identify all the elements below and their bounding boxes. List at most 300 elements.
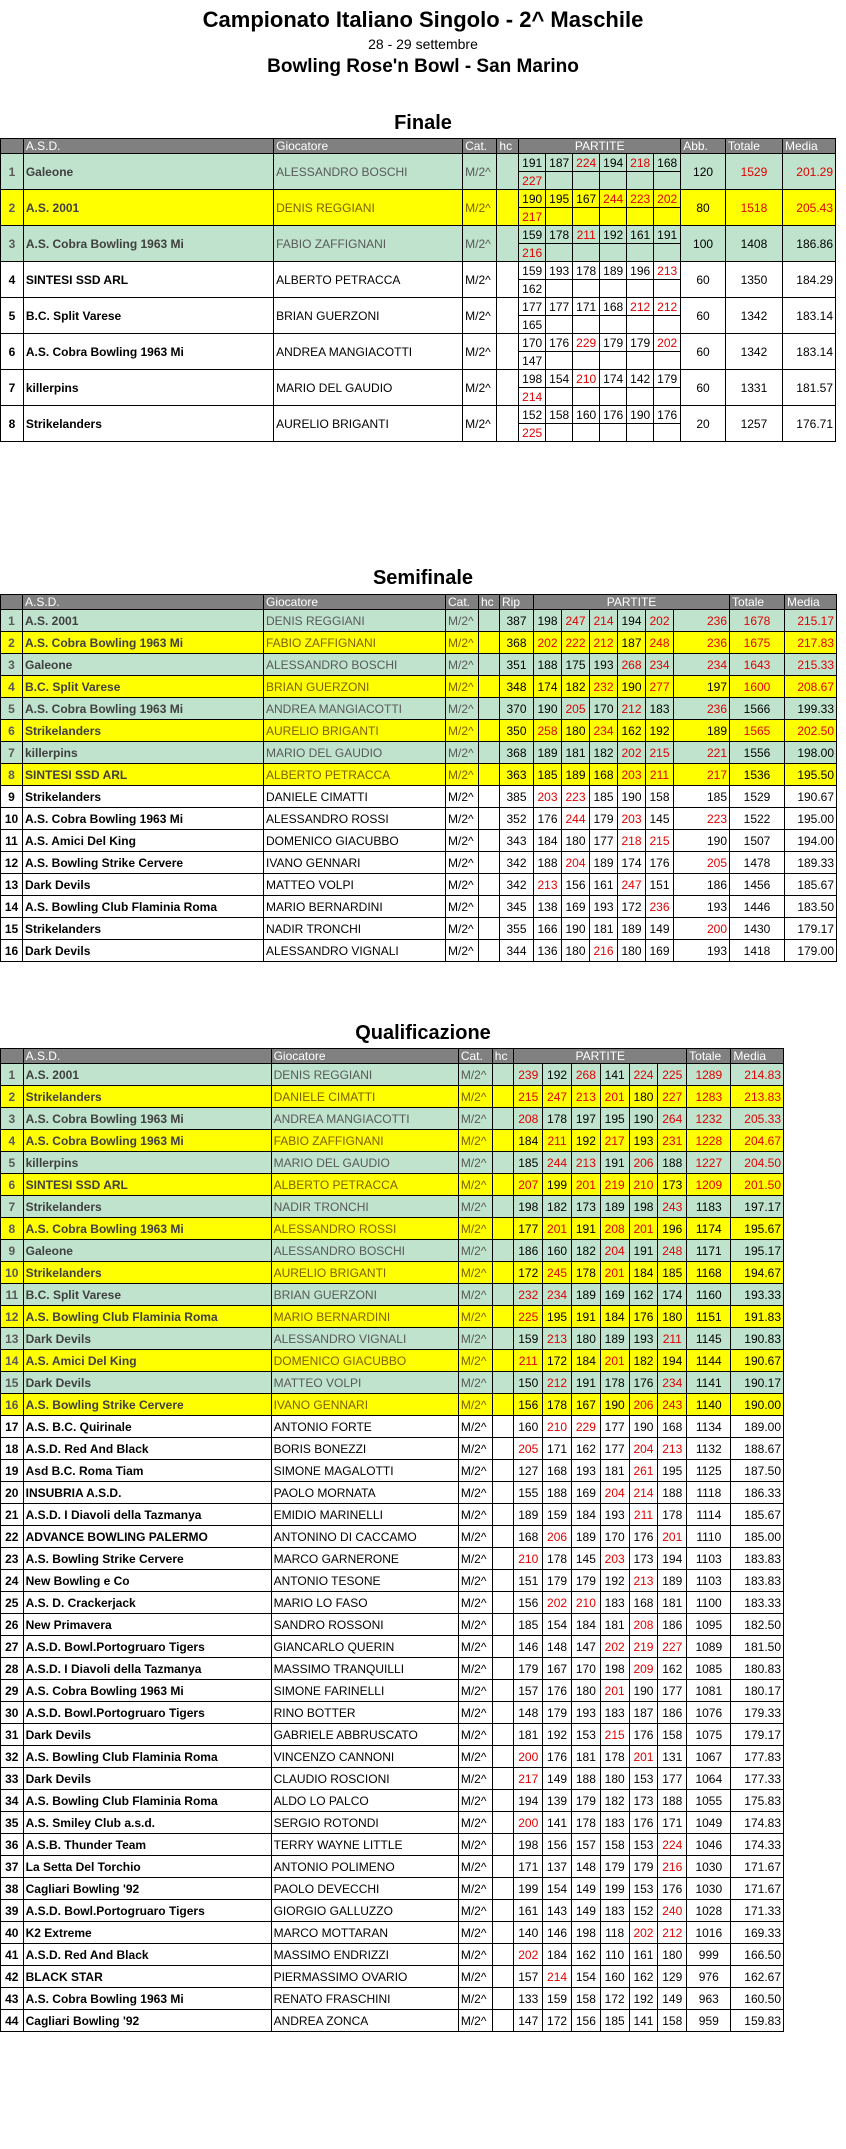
qualificazione-row xyxy=(1,1592,784,1614)
average-cell: 190.17 xyxy=(731,1372,784,1394)
qualificazione-row xyxy=(1,1460,784,1482)
game-score-cell: 236 xyxy=(674,610,730,632)
game-score-cell: 236 xyxy=(674,698,730,720)
club-cell: A.S. Bowling Strike Cervere xyxy=(23,1394,271,1416)
qualificazione-row xyxy=(1,1108,784,1130)
player-cell: SERGIO ROTONDI xyxy=(271,1812,458,1834)
qualificazione-row xyxy=(1,1130,784,1152)
game-score-cell: 190 xyxy=(618,786,646,808)
rank-cell: 39 xyxy=(1,1900,24,1922)
game-score-cell: 212 xyxy=(543,1372,572,1394)
game-score-cell: 169 xyxy=(646,940,674,962)
game-score-cell: 176 xyxy=(629,1724,658,1746)
game-score-cell: 189 xyxy=(600,1196,629,1218)
game-score-cell: 171 xyxy=(573,298,600,316)
abb-cell: 80 xyxy=(681,190,726,226)
club-cell: A.S.D. Red And Black xyxy=(23,1438,271,1460)
qualificazione-row xyxy=(1,1658,784,1680)
game-score-cell: 173 xyxy=(629,1790,658,1812)
game-score-cell: 227 xyxy=(519,172,546,190)
game-score-cell: 148 xyxy=(571,1856,600,1878)
club-cell: Strikelanders xyxy=(23,1262,271,1284)
club-cell: Strikelanders xyxy=(23,786,264,808)
game-score-cell: 157 xyxy=(514,1966,543,1988)
empty-cell xyxy=(600,280,627,298)
category-cell: M/2^ xyxy=(446,940,479,962)
game-score-cell: 110 xyxy=(600,1944,629,1966)
hc-cell xyxy=(479,720,500,742)
game-score-cell: 173 xyxy=(571,1196,600,1218)
average-cell: 193.33 xyxy=(731,1284,784,1306)
rank-cell: 15 xyxy=(1,1372,24,1394)
empty-cell xyxy=(573,172,600,190)
game-score-cell: 210 xyxy=(514,1548,543,1570)
hc-cell xyxy=(492,1218,514,1240)
player-cell: RINO BOTTER xyxy=(271,1702,458,1724)
game-score-cell: 185 xyxy=(514,1614,543,1636)
game-score-cell: 141 xyxy=(543,1812,572,1834)
empty-cell xyxy=(573,244,600,262)
category-cell: M/2^ xyxy=(458,1702,492,1724)
total-cell: 1446 xyxy=(730,896,785,918)
game-score-cell: 198 xyxy=(600,1658,629,1680)
qualificazione-row xyxy=(1,1504,784,1526)
hc-cell xyxy=(492,1350,514,1372)
semifinale-row xyxy=(1,632,837,654)
game-score-cell: 174 xyxy=(658,1284,687,1306)
club-cell: Dark Devils xyxy=(23,1768,271,1790)
hc-cell xyxy=(492,1856,514,1878)
category-cell: M/2^ xyxy=(458,1614,492,1636)
game-score-cell: 156 xyxy=(543,1834,572,1856)
rank-cell: 4 xyxy=(1,262,24,298)
empty-cell xyxy=(627,172,654,190)
rip-cell: 368 xyxy=(500,632,534,654)
abb-cell: 60 xyxy=(681,298,726,334)
game-score-cell: 212 xyxy=(654,298,681,316)
club-cell: ADVANCE BOWLING PALERMO xyxy=(23,1526,271,1548)
rank-cell: 8 xyxy=(1,406,24,442)
game-score-cell: 131 xyxy=(658,1746,687,1768)
game-score-cell: 201 xyxy=(658,1526,687,1548)
total-cell: 1518 xyxy=(725,190,782,226)
game-score-cell: 203 xyxy=(618,764,646,786)
game-score-cell: 217 xyxy=(514,1768,543,1790)
game-score-cell: 170 xyxy=(600,1526,629,1548)
player-cell: PAOLO MORNATA xyxy=(271,1482,458,1504)
club-cell: Dark Devils xyxy=(23,940,264,962)
player-cell: ANTONINO DI CACCAMO xyxy=(271,1526,458,1548)
game-score-cell: 171 xyxy=(543,1438,572,1460)
club-cell: Cagliari Bowling '92 xyxy=(23,2010,271,2032)
player-cell: ALESSANDRO ROSSI xyxy=(271,1218,458,1240)
empty-cell xyxy=(654,208,681,226)
game-score-cell: 205 xyxy=(674,852,730,874)
club-cell: A.S. Cobra Bowling 1963 Mi xyxy=(23,1680,271,1702)
game-score-cell: 190 xyxy=(629,1108,658,1130)
club-cell: Cagliari Bowling '92 xyxy=(23,1878,271,1900)
category-cell: M/2^ xyxy=(446,654,479,676)
game-score-cell: 268 xyxy=(618,654,646,676)
game-score-cell: 200 xyxy=(674,918,730,940)
player-cell: DANIELE CIMATTI xyxy=(264,786,446,808)
rip-cell: 351 xyxy=(500,654,534,676)
total-cell: 1141 xyxy=(687,1372,731,1394)
empty-cell xyxy=(573,424,600,442)
game-score-cell: 166 xyxy=(534,918,562,940)
game-score-cell: 191 xyxy=(629,1240,658,1262)
game-score-cell: 201 xyxy=(543,1218,572,1240)
qualificazione-header-club: A.S.D. xyxy=(23,1049,271,1064)
game-score-cell: 170 xyxy=(519,334,546,352)
game-score-cell: 141 xyxy=(600,1064,629,1086)
game-score-cell: 227 xyxy=(658,1086,687,1108)
game-score-cell: 189 xyxy=(514,1504,543,1526)
rank-cell: 4 xyxy=(1,676,23,698)
game-score-cell: 212 xyxy=(627,298,654,316)
game-score-cell: 201 xyxy=(600,1262,629,1284)
rank-cell: 5 xyxy=(1,1152,24,1174)
game-score-cell: 158 xyxy=(546,406,573,424)
game-score-cell: 193 xyxy=(674,940,730,962)
semifinale-header-club: A.S.D. xyxy=(23,595,264,610)
total-cell: 1125 xyxy=(687,1460,731,1482)
average-cell: 201.29 xyxy=(782,154,835,190)
game-score-cell: 154 xyxy=(543,1614,572,1636)
game-score-cell: 195 xyxy=(546,190,573,208)
average-cell: 195.50 xyxy=(785,764,837,786)
game-score-cell: 185 xyxy=(590,786,618,808)
club-cell: BLACK STAR xyxy=(23,1966,271,1988)
category-cell: M/2^ xyxy=(446,896,479,918)
game-score-cell: 190 xyxy=(627,406,654,424)
total-cell: 1228 xyxy=(687,1130,731,1152)
average-cell: 183.14 xyxy=(782,298,835,334)
hc-cell xyxy=(492,1746,514,1768)
game-score-cell: 179 xyxy=(514,1658,543,1680)
game-score-cell: 188 xyxy=(543,1482,572,1504)
game-score-cell: 229 xyxy=(571,1416,600,1438)
total-cell: 1675 xyxy=(730,632,785,654)
total-cell: 1151 xyxy=(687,1306,731,1328)
game-score-cell: 217 xyxy=(674,764,730,786)
game-score-cell: 195 xyxy=(658,1460,687,1482)
game-score-cell: 179 xyxy=(543,1702,572,1724)
game-score-cell: 243 xyxy=(658,1196,687,1218)
game-score-cell: 211 xyxy=(629,1504,658,1526)
game-score-cell: 190 xyxy=(562,918,590,940)
game-score-cell: 158 xyxy=(658,1724,687,1746)
hc-cell xyxy=(492,1438,514,1460)
game-score-cell: 218 xyxy=(618,830,646,852)
rank-cell: 21 xyxy=(1,1504,24,1526)
empty-cell xyxy=(600,352,627,370)
empty-cell xyxy=(654,172,681,190)
empty-cell xyxy=(573,208,600,226)
average-cell: 171.67 xyxy=(731,1878,784,1900)
game-score-cell: 167 xyxy=(573,190,600,208)
category-cell: M/2^ xyxy=(458,1306,492,1328)
club-cell: killerpins xyxy=(23,370,273,406)
game-score-cell: 261 xyxy=(629,1460,658,1482)
game-score-cell: 214 xyxy=(519,388,546,406)
club-cell: Strikelanders xyxy=(23,918,264,940)
game-score-cell: 147 xyxy=(571,1636,600,1658)
total-cell: 1342 xyxy=(725,298,782,334)
hc-cell xyxy=(479,764,500,786)
club-cell: B.C. Split Varese xyxy=(23,1284,271,1306)
total-cell: 1174 xyxy=(687,1218,731,1240)
semifinale-table xyxy=(0,594,837,962)
average-cell: 208.67 xyxy=(785,676,837,698)
total-cell: 1118 xyxy=(687,1482,731,1504)
player-cell: GIORGIO GALLUZZO xyxy=(271,1900,458,1922)
finale-header-abb: Abb. xyxy=(681,139,726,154)
player-cell: IVANO GENNARI xyxy=(271,1394,458,1416)
game-score-cell: 234 xyxy=(646,654,674,676)
game-score-cell: 193 xyxy=(571,1460,600,1482)
average-cell: 202.50 xyxy=(785,720,837,742)
game-score-cell: 234 xyxy=(674,654,730,676)
game-score-cell: 239 xyxy=(514,1064,543,1086)
hc-cell xyxy=(497,298,519,334)
rip-cell: 350 xyxy=(500,720,534,742)
club-cell: A.S. Bowling Strike Cervere xyxy=(23,1548,271,1570)
average-cell: 195.67 xyxy=(731,1218,784,1240)
hc-cell xyxy=(479,830,500,852)
game-score-cell: 204 xyxy=(600,1240,629,1262)
category-cell: M/2^ xyxy=(458,1152,492,1174)
game-score-cell: 158 xyxy=(600,1834,629,1856)
game-score-cell: 221 xyxy=(674,742,730,764)
game-score-cell: 215 xyxy=(646,742,674,764)
game-score-cell: 214 xyxy=(543,1966,572,1988)
hc-cell xyxy=(479,852,500,874)
semifinale-header-games: PARTITE xyxy=(534,595,730,610)
category-cell: M/2^ xyxy=(458,1350,492,1372)
total-cell: 1076 xyxy=(687,1702,731,1724)
hc-cell xyxy=(492,1372,514,1394)
semifinale-row xyxy=(1,742,837,764)
game-score-cell: 198 xyxy=(514,1834,543,1856)
game-score-cell: 190 xyxy=(519,190,546,208)
average-cell: 174.83 xyxy=(731,1812,784,1834)
game-score-cell: 160 xyxy=(600,1966,629,1988)
game-score-cell: 196 xyxy=(658,1218,687,1240)
qualificazione-header-total: Totale xyxy=(687,1049,731,1064)
game-score-cell: 152 xyxy=(629,1900,658,1922)
category-cell: M/2^ xyxy=(446,764,479,786)
player-cell: MASSIMO TRANQUILLI xyxy=(271,1658,458,1680)
game-score-cell: 225 xyxy=(658,1064,687,1086)
game-score-cell: 183 xyxy=(600,1592,629,1614)
game-score-cell: 208 xyxy=(629,1614,658,1636)
game-score-cell: 213 xyxy=(534,874,562,896)
game-score-cell: 201 xyxy=(629,1218,658,1240)
game-score-cell: 184 xyxy=(571,1614,600,1636)
category-cell: M/2^ xyxy=(458,2010,492,2032)
category-cell: M/2^ xyxy=(458,1812,492,1834)
rank-cell: 44 xyxy=(1,2010,24,2032)
game-score-cell: 145 xyxy=(571,1548,600,1570)
game-score-cell: 170 xyxy=(571,1658,600,1680)
empty-cell xyxy=(546,280,573,298)
total-cell: 1171 xyxy=(687,1240,731,1262)
hc-cell xyxy=(492,1878,514,1900)
hc-cell xyxy=(492,1328,514,1350)
game-score-cell: 236 xyxy=(674,632,730,654)
semifinale-header-hc: hc xyxy=(479,595,500,610)
rank-cell: 10 xyxy=(1,1262,24,1284)
rank-cell: 14 xyxy=(1,1350,24,1372)
qualificazione-row xyxy=(1,1284,784,1306)
game-score-cell: 240 xyxy=(658,1900,687,1922)
game-score-cell: 189 xyxy=(534,742,562,764)
game-score-cell: 205 xyxy=(514,1438,543,1460)
game-score-cell: 191 xyxy=(571,1218,600,1240)
hc-cell xyxy=(497,226,519,262)
rank-cell: 9 xyxy=(1,1240,24,1262)
game-score-cell: 190 xyxy=(674,830,730,852)
category-cell: M/2^ xyxy=(458,1724,492,1746)
game-score-cell: 176 xyxy=(646,852,674,874)
qualificazione-header-avg: Media xyxy=(731,1049,784,1064)
game-score-cell: 159 xyxy=(519,226,546,244)
qualificazione-row xyxy=(1,1768,784,1790)
game-score-cell: 210 xyxy=(629,1174,658,1196)
game-score-cell: 152 xyxy=(519,406,546,424)
game-score-cell: 192 xyxy=(600,226,627,244)
player-cell: RENATO FRASCHINI xyxy=(271,1988,458,2010)
semifinale-row xyxy=(1,830,837,852)
game-score-cell: 143 xyxy=(543,1900,572,1922)
game-score-cell: 208 xyxy=(600,1218,629,1240)
game-score-cell: 165 xyxy=(519,316,546,334)
average-cell: 183.50 xyxy=(785,896,837,918)
game-score-cell: 198 xyxy=(534,610,562,632)
category-cell: M/2^ xyxy=(458,1174,492,1196)
player-cell: CLAUDIO ROSCIONI xyxy=(271,1768,458,1790)
game-score-cell: 160 xyxy=(543,1240,572,1262)
category-cell: M/2^ xyxy=(458,1504,492,1526)
game-score-cell: 178 xyxy=(546,226,573,244)
game-score-cell: 156 xyxy=(514,1394,543,1416)
finale-header-total: Totale xyxy=(725,139,782,154)
player-cell: BRIAN GUERZONI xyxy=(271,1284,458,1306)
club-cell: INSUBRIA A.S.D. xyxy=(23,1482,271,1504)
finale-row xyxy=(1,334,836,352)
player-cell: FABIO ZAFFIGNANI xyxy=(274,226,463,262)
game-score-cell: 243 xyxy=(658,1394,687,1416)
finale-table xyxy=(0,138,836,442)
rip-cell: 352 xyxy=(500,808,534,830)
semifinale-title: Semifinale xyxy=(372,567,474,589)
game-score-cell: 176 xyxy=(543,1680,572,1702)
finale-header-player: Giocatore xyxy=(274,139,463,154)
total-cell: 1566 xyxy=(730,698,785,720)
finale-row xyxy=(1,226,836,244)
game-score-cell: 157 xyxy=(571,1834,600,1856)
game-score-cell: 149 xyxy=(571,1900,600,1922)
game-score-cell: 190 xyxy=(629,1416,658,1438)
club-cell: K2 Extreme xyxy=(23,1922,271,1944)
hc-cell xyxy=(479,940,500,962)
hc-cell xyxy=(492,1900,514,1922)
total-cell: 1067 xyxy=(687,1746,731,1768)
game-score-cell: 247 xyxy=(562,610,590,632)
game-score-cell: 206 xyxy=(629,1394,658,1416)
rip-cell: 343 xyxy=(500,830,534,852)
empty-cell xyxy=(600,424,627,442)
average-cell: 176.71 xyxy=(782,406,835,442)
hc-cell xyxy=(479,896,500,918)
game-score-cell: 224 xyxy=(573,154,600,172)
hc-cell xyxy=(492,1240,514,1262)
game-score-cell: 277 xyxy=(646,676,674,698)
hc-cell xyxy=(492,1108,514,1130)
game-score-cell: 215 xyxy=(600,1724,629,1746)
game-score-cell: 161 xyxy=(590,874,618,896)
rank-cell: 14 xyxy=(1,896,23,918)
rank-cell: 22 xyxy=(1,1526,24,1548)
player-cell: NADIR TRONCHI xyxy=(271,1196,458,1218)
game-score-cell: 216 xyxy=(658,1856,687,1878)
game-score-cell: 192 xyxy=(629,1988,658,2010)
game-score-cell: 182 xyxy=(600,1790,629,1812)
total-cell: 1030 xyxy=(687,1856,731,1878)
total-cell: 1430 xyxy=(730,918,785,940)
hc-cell xyxy=(479,654,500,676)
game-score-cell: 245 xyxy=(543,1262,572,1284)
game-score-cell: 177 xyxy=(590,830,618,852)
game-score-cell: 202 xyxy=(629,1922,658,1944)
empty-cell xyxy=(546,424,573,442)
game-score-cell: 156 xyxy=(571,2010,600,2032)
game-score-cell: 188 xyxy=(658,1482,687,1504)
category-cell: M/2^ xyxy=(463,406,497,442)
game-score-cell: 191 xyxy=(571,1306,600,1328)
club-cell: A.S. B.C. Quirinale xyxy=(23,1416,271,1438)
empty-cell xyxy=(600,172,627,190)
game-score-cell: 186 xyxy=(674,874,730,896)
game-score-cell: 231 xyxy=(658,1130,687,1152)
semifinale-row xyxy=(1,698,837,720)
game-score-cell: 201 xyxy=(629,1746,658,1768)
game-score-cell: 178 xyxy=(543,1108,572,1130)
player-cell: DOMENICO GIACUBBO xyxy=(264,830,446,852)
game-score-cell: 202 xyxy=(646,610,674,632)
game-score-cell: 127 xyxy=(514,1460,543,1482)
game-score-cell: 176 xyxy=(629,1372,658,1394)
average-cell: 183.14 xyxy=(782,334,835,370)
game-score-cell: 209 xyxy=(629,1658,658,1680)
game-score-cell: 213 xyxy=(629,1570,658,1592)
category-cell: M/2^ xyxy=(446,808,479,830)
qualificazione-header-player: Giocatore xyxy=(271,1049,458,1064)
rank-cell: 5 xyxy=(1,698,23,720)
game-score-cell: 158 xyxy=(658,2010,687,2032)
game-score-cell: 172 xyxy=(543,2010,572,2032)
category-cell: M/2^ xyxy=(458,1548,492,1570)
qualificazione-header-hc: hc xyxy=(492,1049,514,1064)
game-score-cell: 181 xyxy=(590,918,618,940)
game-score-cell: 154 xyxy=(571,1966,600,1988)
semifinale-row xyxy=(1,654,837,676)
hc-cell xyxy=(492,1130,514,1152)
total-cell: 1046 xyxy=(687,1834,731,1856)
category-cell: M/2^ xyxy=(463,298,497,334)
game-score-cell: 201 xyxy=(600,1350,629,1372)
